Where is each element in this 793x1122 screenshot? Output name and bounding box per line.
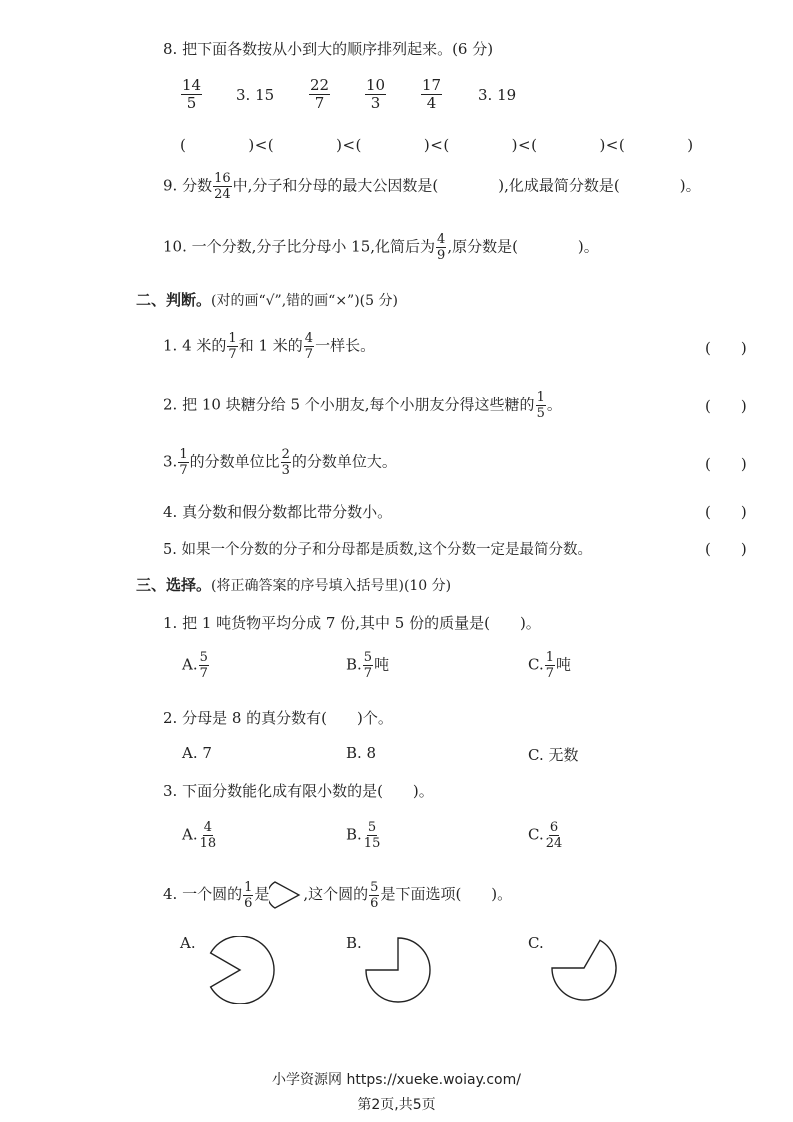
judge-item-3: 3. $\frac{1}{7}$ 的分数单位比 $\frac{2}{3}$ 的分数单位大。 bbox=[163, 447, 397, 478]
q8-fraction-4: $\frac{17}{4}$ bbox=[422, 76, 442, 112]
choice-q3-text: 3. 下面分数能化成有限小数的是( )。 bbox=[163, 782, 434, 800]
choice-q2-option-a[interactable]: A. 7 bbox=[182, 744, 212, 762]
fraction: $\frac{14}{5}$ bbox=[182, 76, 202, 112]
pacman-circle-icon[interactable] bbox=[200, 936, 280, 1004]
q8-text: 8. 把下面各数按从小到大的顺序排列起来。(6 分) bbox=[163, 40, 494, 58]
sector-icon bbox=[269, 880, 303, 910]
choice-q4-option-c-label[interactable]: C. bbox=[528, 934, 544, 952]
fraction: $\frac{16}{24}$ bbox=[214, 171, 231, 202]
q8-fraction-3: $\frac{10}{3}$ bbox=[366, 76, 386, 112]
q9: 9. 分数 $\frac{16}{24}$ 中,分子和分母的最大公因数是( ),化成最简分数是( )。 bbox=[163, 171, 701, 202]
section-3-heading: 三、选择。(将正确答案的序号填入括号里)(10 分) bbox=[136, 576, 452, 594]
choice-q2-text: 2. 分母是 8 的真分数有( )个。 bbox=[163, 709, 393, 727]
q10: 10. 一个分数,分子比分母小 15,化简后为 $\frac{4}{9}$ ,原分数是( )。 bbox=[163, 232, 599, 263]
choice-q4-text: 4. 一个圆的 $\frac{1}{6}$ 是 ,这个圆的 $\frac{5}{6}$ 是下面选项( )。 bbox=[163, 879, 513, 911]
q8-fraction-2: $\frac{22}{7}$ bbox=[310, 76, 330, 112]
choice-q2-option-b[interactable]: B. 8 bbox=[346, 744, 377, 762]
choice-q3-option-b[interactable]: B. $\frac{5}{15}$ bbox=[346, 820, 381, 851]
q8-number-2: 3. 19 bbox=[478, 86, 517, 104]
choice-q1-option-c[interactable]: C. $\frac{1}{7}$ 吨 bbox=[528, 650, 572, 681]
q8-answer-row[interactable]: ( )<( )<( )<( )<( )<( ) bbox=[180, 136, 694, 154]
footer-page-number: 第2页,共5页 bbox=[357, 1097, 436, 1113]
judge-item-1: 1. 4 米的 $\frac{1}{7}$ 和 1 米的 $\frac{4}{7}$ 一样长。 bbox=[163, 331, 376, 362]
q8-numbers bbox=[180, 78, 203, 111]
choice-q1-option-a[interactable]: A. $\frac{5}{7}$ bbox=[182, 650, 208, 681]
judge-item-4: 4. 真分数和假分数都比带分数小。 bbox=[163, 503, 393, 521]
footer-site: 小学资源网 https://xueke.woiay.com/ bbox=[272, 1072, 521, 1088]
partial-circle-icon[interactable] bbox=[549, 934, 621, 1004]
judge-blank-4[interactable]: ( ) bbox=[705, 503, 747, 521]
choice-q3-option-a[interactable]: A. $\frac{4}{18}$ bbox=[182, 820, 217, 851]
judge-blank-1[interactable]: ( ) bbox=[705, 339, 747, 357]
choice-q1-option-b[interactable]: B. $\frac{5}{7}$ 吨 bbox=[346, 650, 390, 681]
fraction: $\frac{4}{9}$ bbox=[437, 232, 446, 263]
choice-q4-option-b-label[interactable]: B. bbox=[346, 934, 362, 952]
judge-blank-5[interactable]: ( ) bbox=[705, 540, 747, 558]
choice-q2-option-c[interactable]: C. 无数 bbox=[528, 746, 579, 764]
judge-blank-3[interactable]: ( ) bbox=[705, 455, 747, 473]
section-2-heading: 二、判断。(对的画“√”,错的画“×”)(5 分) bbox=[136, 291, 398, 309]
judge-item-2: 2. 把 10 块糖分给 5 个小朋友,每个小朋友分得这些糖的 $\frac{1}{5}$ 。 bbox=[163, 390, 562, 421]
choice-q3-option-c[interactable]: C. $\frac{6}{24}$ bbox=[528, 820, 563, 851]
choice-q4-option-a-label[interactable]: A. bbox=[180, 934, 196, 952]
judge-blank-2[interactable]: ( ) bbox=[705, 397, 747, 415]
q8-number-1: 3. 15 bbox=[236, 86, 275, 104]
three-quarter-circle-icon[interactable] bbox=[364, 934, 436, 1004]
judge-item-5: 5. 如果一个分数的分子和分母都是质数,这个分数一定是最简分数。 bbox=[163, 542, 593, 558]
choice-q1-text: 1. 把 1 吨货物平均分成 7 份,其中 5 份的质量是( )。 bbox=[163, 614, 541, 632]
